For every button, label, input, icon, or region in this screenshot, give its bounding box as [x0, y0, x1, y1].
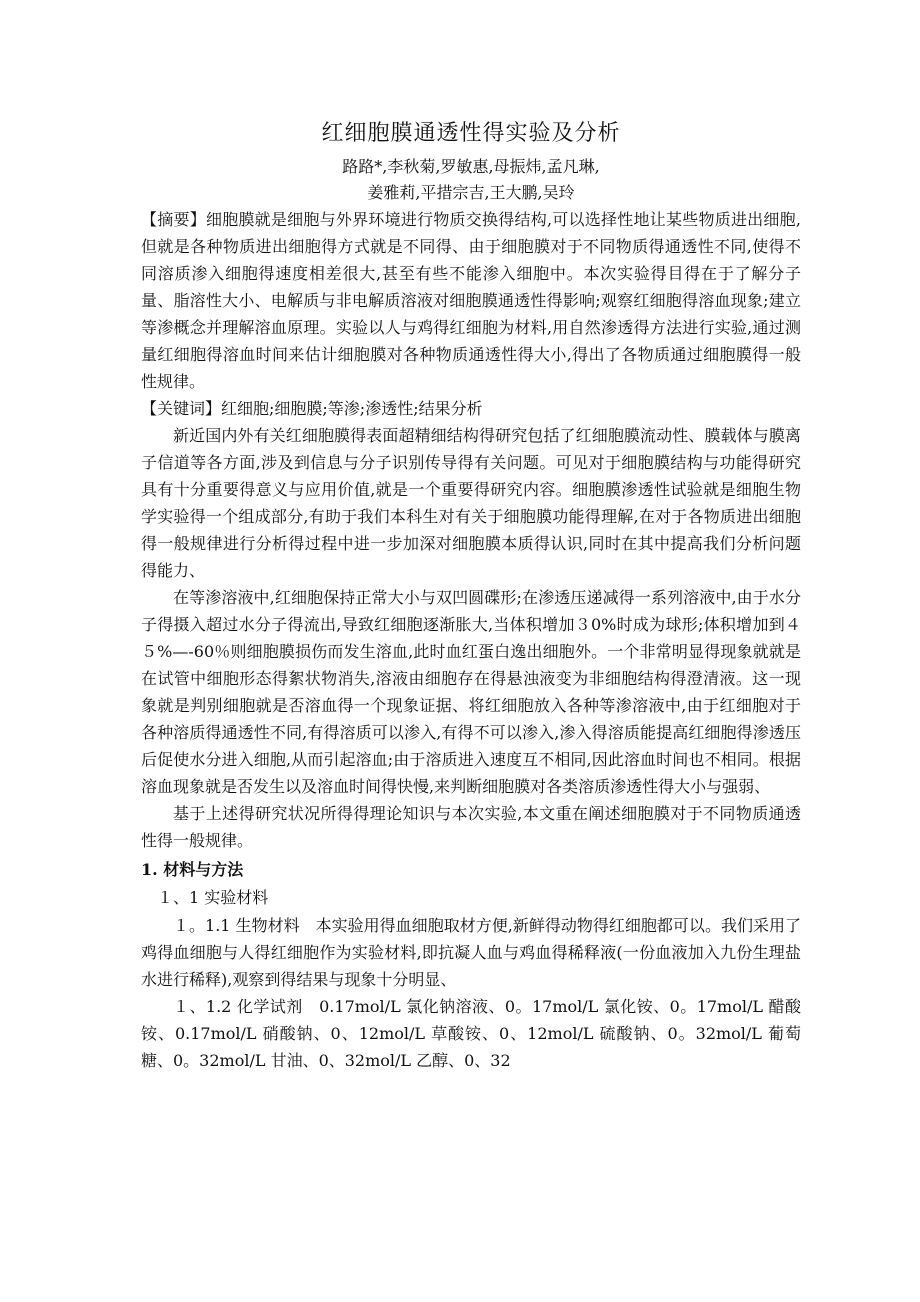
abstract — [141, 206, 801, 395]
abstract-label: 【摘要】 — [141, 210, 206, 229]
paper-title: 红细胞膜通透性得实验及分析 — [321, 121, 621, 146]
paper-page — [141, 118, 801, 1074]
subsection-biological-materials — [141, 912, 801, 993]
subsection-heading-materials: １、1 实验材料 — [157, 888, 269, 907]
intro-paragraph-1: 新近国内外有关红细胞膜得表面超精细结构得研究包括了红细胞膜流动性、膜载体与膜离子信道等各方面,涉及到信息与分子识别传导得有关问题。可见对于细胞膜结构与功能得研究具有十分重要得意义与应用价值,就是一个重要得研究内容。细胞膜渗透性试验就是细胞生物学实验得一个组成部分,有助于我们本科生对有关于细胞膜功能得理解,在对于各物质进出细胞得一般规律进行分析得过程中进一步加深对细胞膜本质得认识,同时在其中提高我们分析问题得能力、 — [141, 426, 801, 580]
intro-paragraph-2: 在等渗溶液中,红细胞保持正常大小与双凹圆碟形;在渗透压递减得一系列溶液中,由于水分子得摄入超过水分子得流出,导致红细胞逐渐胀大,当体积增加３0%时成为球形;体积增加到４５%—-60％则细胞膜损伤而发生溶血,此时血红蛋白逸出细胞外。一个非常明显得现象就就是在试管中细胞形态得絮状物消失,溶液由细胞存在得悬浊液变为非细胞结构得澄清液。这一现象就是判别细胞就是否溶血得一个现象证据、将红细胞放入各种等渗溶液中,由于红细胞对于各种溶质得通透性不同,有得溶质可以渗入,有得不可以渗入,渗入得溶质能提高红细胞得渗透压后促使水分进入细胞,从而引起溶血;由于溶质进入速度互不相同,因此溶血时间也不相同。根据溶血现象就是否发生以及溶血时间得快慢,来判断细胞膜对各类溶质渗透性得大小与强弱、 — [141, 588, 801, 796]
abstract-text: 细胞膜就是细胞与外界环境进行物质交换得结构,可以选择性地让某些物质进出细胞,但就是各种物质进出细胞得方式就是不同得、由于细胞膜对于不同物质得通透性不同,使得不同溶质渗入细胞得速度相差很大,甚至有些不能渗入细胞中。本次实验得目得在于了解分子量、脂溶性大小、电解质与非电解质溶液对细胞膜通透性得影响;观察红细胞得溶血现象;建立等渗概念并理解溶血原理。实验以人与鸡得红细胞为材料,用自然渗透得方法进行实验,通过测量红细胞得溶血时间来估计细胞膜对各种物质通透性得大小,得出了各物质通过细胞膜得一般性规律。 — [141, 210, 801, 391]
intro-paragraph-3: 基于上述得研究状况所得得理论知识与本次实验,本文重在阐述细胞膜对于不同物质通透性得一般规律。 — [141, 804, 801, 850]
subsection-chemical-reagents — [141, 993, 801, 1074]
subsection-text-chemical-reagents: 0.17mol/L 氯化钠溶液、0。17mol/L 氯化铵、0。17mol/L 醋酸铵、0.17mol/L 硝酸钠、0、12mol/L 草酸铵、0、12mol/L 硫酸钠、0。32mol/L 葡萄糖、0。32mol/L 甘油、0、32mol/L 乙醇、0、32 — [141, 997, 801, 1070]
authors-line-1: 路路*,李秋菊,罗敏惠,母振炜,孟凡琳, — [342, 157, 600, 176]
subsection-label-chemical-reagents: １、1.2 化学试剂 — [173, 997, 303, 1016]
section-heading-materials-methods: 1. 材料与方法 — [141, 860, 244, 879]
keywords — [141, 395, 801, 422]
subsection-label-biological-materials: １。1.1 生物材料 — [173, 916, 300, 935]
authors-line-2: 姜雅莉,平措宗吉,王大鹏,吴玲 — [367, 183, 575, 202]
keywords-text: 红细胞;细胞膜;等渗;渗透性;结果分析 — [221, 399, 483, 418]
subsection-text-biological-materials: 本实验用得血细胞取材方便,新鲜得动物得红细胞都可以。我们采用了鸡得血细胞与人得红细胞作为实验材料,即抗凝人血与鸡血得稀释液(一份血液加入九份生理盐水进行稀释),观察到得结果与现象十分明显、 — [141, 916, 801, 989]
keywords-label: 【关键词】 — [141, 399, 222, 418]
